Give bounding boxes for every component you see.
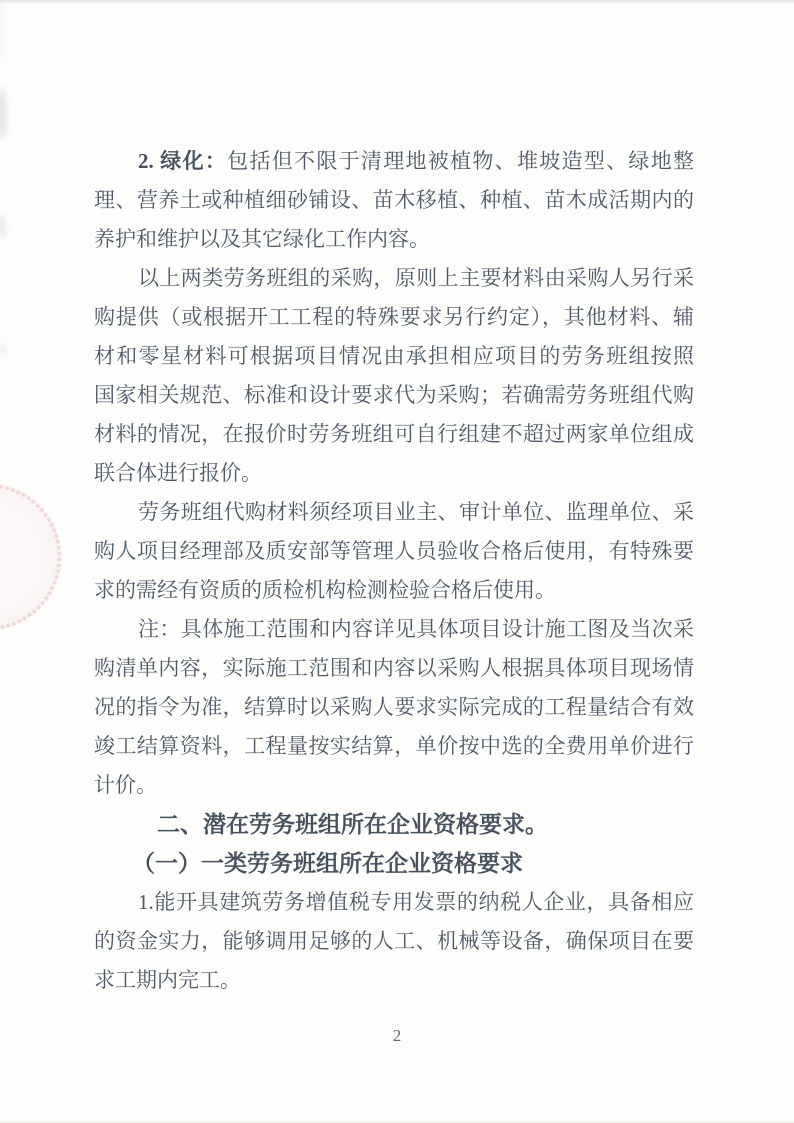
text-line — [94, 649, 694, 688]
text-segment: 求的需经有资质的质检机构检测检验合格后使用。 — [94, 578, 556, 602]
text-line — [94, 493, 694, 532]
document-body — [94, 142, 694, 1000]
text-line — [94, 727, 694, 766]
scan-smudge — [0, 344, 6, 356]
text-line — [94, 961, 694, 1000]
text-line — [94, 259, 694, 298]
text-segment: 求工期内完工。 — [94, 968, 241, 992]
text-line — [94, 610, 694, 649]
text-segment: 以上两类劳务班组的采购，原则上主要材料由采购人另行采 — [138, 266, 694, 290]
text-line — [94, 883, 694, 922]
heading-line — [94, 844, 694, 883]
text-line — [94, 337, 694, 376]
text-line — [94, 688, 694, 727]
heading-line — [94, 805, 694, 844]
text-segment: 竣工结算资料，工程量按实结算，单价按中选的全费用单价进行 — [94, 734, 694, 758]
text-line — [94, 415, 694, 454]
scan-smudge — [0, 0, 4, 60]
text-segment: 材和零星材料可根据项目情况由承担相应项目的劳务班组按照 — [94, 344, 694, 368]
text-segment: 二、潜在劳务班组所在企业资格要求。 — [157, 812, 548, 837]
text-segment: 材料的情况，在报价时劳务班组可自行组建不超过两家单位组成 — [94, 422, 694, 446]
text-segment: 况的指令为准，结算时以采购人要求实际完成的工程量结合有效 — [94, 695, 694, 719]
text-segment: 购人项目经理部及质安部等管理人员验收合格后使用，有特殊要 — [94, 539, 694, 563]
text-line — [94, 571, 694, 610]
text-segment: （一）一类劳务班组所在企业资格要求 — [132, 851, 523, 876]
text-segment: 注：具体施工范围和内容详见具体项目设计施工图及当次采 — [138, 617, 694, 641]
text-line — [94, 181, 694, 220]
text-line — [94, 298, 694, 337]
text-line — [94, 454, 694, 493]
scan-smudge — [0, 214, 6, 238]
text-line — [94, 532, 694, 571]
scanner-top-edge-artifact — [0, 0, 794, 4]
text-line — [94, 142, 694, 181]
text-line — [94, 766, 694, 805]
text-segment: 国家相关规范、标准和设计要求代为采购；若确需劳务班组代购 — [94, 383, 694, 407]
text-segment: 理、营养土或种植细砂铺设、苗木移植、种植、苗木成活期内的 — [94, 188, 694, 212]
text-segment: 购清单内容，实际施工范围和内容以采购人根据具体项目现场情 — [94, 656, 694, 680]
text-segment: 1.能开具建筑劳务增值税专用发票的纳税人企业，具备相应 — [138, 890, 694, 914]
text-segment: 的资金实力，能够调用足够的人工、机械等设备，确保项目在要 — [94, 929, 694, 953]
text-line — [94, 376, 694, 415]
scan-smudge — [0, 88, 7, 140]
text-segment: 养护和维护以及其它绿化工作内容。 — [94, 227, 430, 251]
partial-red-seal-stamp — [0, 484, 61, 630]
text-line — [94, 922, 694, 961]
text-segment: 联合体进行报价。 — [94, 461, 262, 485]
text-segment: 购提供（或根据开工工程的特殊要求另行约定），其他材料、辅 — [94, 305, 694, 329]
text-segment: 计价。 — [94, 773, 157, 797]
text-segment: 劳务班组代购材料须经项目业主、审计单位、监理单位、采 — [138, 500, 694, 524]
text-segment: 包括但不限于清理地被植物、堆坡造型、绿地整 — [227, 149, 695, 173]
text-line — [94, 220, 694, 259]
page-number: 2 — [392, 1026, 402, 1045]
text-segment: 2. 绿化： — [138, 149, 228, 173]
